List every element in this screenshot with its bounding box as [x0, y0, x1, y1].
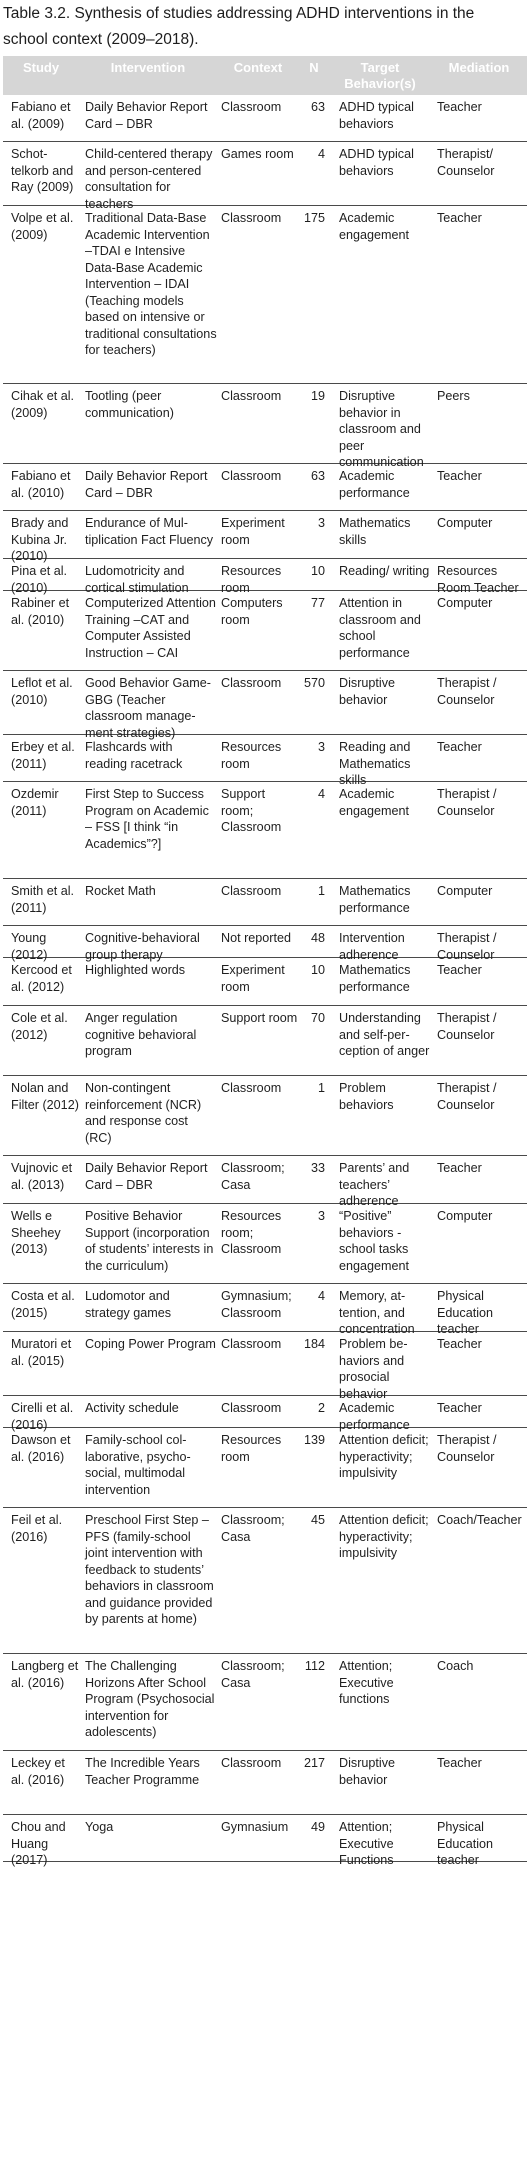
cell-context: Resources room; Classroom	[221, 1209, 282, 1256]
table-row	[3, 1156, 527, 1208]
cell-intervention: Computerized Attention Training –CAT and Computer Assisted Instruction – CAI	[85, 596, 216, 660]
cell-context: Computers room	[221, 596, 283, 627]
table-row	[3, 926, 527, 962]
cell-context: Resources room	[221, 564, 282, 595]
cell-context: Support room; Classroom	[221, 787, 282, 834]
cell-mediation: Teacher	[437, 211, 482, 225]
header-target-behaviors: Target Behavior(s)	[344, 60, 416, 91]
cell-intervention: The Challenging Horizons After School Program (Psychosocial intervention for adolescents)	[85, 1659, 215, 1739]
table-row	[3, 1006, 527, 1076]
cell-n: 139	[303, 1433, 325, 1447]
cell-context: Resources room	[221, 740, 282, 771]
cell-n: 3	[317, 1209, 325, 1223]
cell-mediation: Teacher	[437, 1401, 482, 1415]
cell-study: Wells e Sheehey (2013)	[11, 1209, 61, 1256]
cell-study: Erbey et al. (2011)	[11, 740, 75, 771]
table-row	[3, 95, 527, 142]
cell-n: 217	[303, 1756, 325, 1770]
cell-study: Costa et al. (2015)	[11, 1289, 75, 1320]
cell-study: Ozdemir (2011)	[11, 787, 59, 818]
cell-context: Classroom	[221, 389, 282, 403]
cell-intervention: Positive Behavior Support (incorporation of students’ interests in the curriculum)	[85, 1209, 214, 1273]
cell-context: Resources room	[221, 1433, 282, 1464]
cell-intervention: Endurance of Multiplication Fact Fluency	[85, 516, 214, 547]
cell-study: Fabiano et al. (2010)	[11, 469, 71, 500]
cell-target-behaviors: Academic performance	[339, 469, 410, 500]
cell-context: Support room	[221, 1011, 298, 1025]
table-row	[3, 384, 527, 469]
cell-context: Experiment room	[221, 963, 285, 994]
cell-target-behaviors: Understanding and self-perception of anger	[339, 1011, 430, 1058]
cell-target-behaviors: Disruptive behavior in classroom and peer communication	[339, 389, 424, 469]
cell-context: Experiment room	[221, 516, 285, 547]
cell-context: Classroom	[221, 1337, 282, 1351]
cell-n: 77	[310, 596, 325, 610]
cell-n: 2	[317, 1401, 325, 1415]
cell-intervention: Tootling (peer communication)	[85, 389, 174, 420]
cell-mediation: Computer	[437, 596, 493, 610]
cell-study: Young (2012)	[11, 931, 48, 962]
cell-n: 48	[310, 931, 325, 945]
cell-intervention: Anger regulation cognitive behavioral program	[85, 1011, 197, 1058]
cell-context: Gymnasium; Classroom	[221, 1289, 292, 1320]
table-row	[3, 1076, 527, 1156]
cell-mediation: Teacher	[437, 100, 482, 114]
studies-table	[3, 56, 527, 1867]
cell-target-behaviors: Academic performance	[339, 1401, 410, 1432]
cell-mediation: Resources Room Teacher	[437, 564, 519, 595]
cell-context: Classroom	[221, 1081, 282, 1095]
cell-target-behaviors: Academic engagement	[339, 211, 410, 242]
cell-study: Cole et al. (2012)	[11, 1011, 68, 1042]
cell-target-behaviors: Problem behaviors	[339, 1081, 394, 1112]
cell-study: Smith et al. (2011)	[11, 884, 74, 915]
cell-mediation: Teacher	[437, 963, 482, 977]
table-row	[3, 1396, 527, 1432]
cell-context: Classroom; Casa	[221, 1161, 285, 1192]
cell-mediation: Physical Education teacher	[437, 1289, 494, 1336]
cell-target-behaviors: Attention; Executive functions	[339, 1659, 394, 1706]
table-row	[3, 559, 527, 595]
cell-study: Vujnovic et al. (2013)	[11, 1161, 73, 1192]
table-caption: Table 3.2. Synthesis of studies addressing ADHD interventions in the school context (2009–2018).	[3, 5, 475, 48]
header-intervention: Intervention	[110, 60, 186, 75]
cell-mediation: Teacher	[437, 469, 482, 483]
cell-mediation: Therapist / Counselor	[437, 1433, 497, 1464]
cell-n: 570	[303, 676, 325, 690]
cell-mediation: Physical Education teacher	[437, 1820, 494, 1867]
cell-study: Cihak et al. (2009)	[11, 389, 74, 420]
cell-n: 10	[310, 564, 325, 578]
cell-context: Classroom; Casa	[221, 1513, 285, 1544]
header-mediation: Mediation	[448, 60, 510, 75]
table-row	[3, 1751, 527, 1815]
cell-mediation: Computer	[437, 516, 493, 530]
cell-target-behaviors: Attention; Executive Functions	[339, 1820, 394, 1867]
table-row	[3, 735, 527, 787]
cell-n: 70	[310, 1011, 325, 1025]
header-n: N	[309, 60, 319, 75]
cell-context: Gymnasium	[221, 1820, 289, 1834]
cell-intervention: Daily Behavior Report Card – DBR	[85, 1161, 208, 1192]
cell-mediation: Teacher	[437, 1337, 482, 1351]
header-context: Context	[233, 60, 283, 75]
cell-target-behaviors: Memory, attention, and concentration	[339, 1289, 415, 1336]
cell-target-behaviors: Reading and Mathematics skills	[339, 740, 411, 787]
cell-context: Classroom	[221, 1756, 282, 1770]
cell-n: 1	[317, 1081, 325, 1095]
cell-intervention: Family-school collaborative, psychosocial, multimodal intervention	[85, 1433, 191, 1497]
cell-n: 45	[310, 1513, 325, 1527]
cell-mediation: Therapist / Counselor	[437, 787, 497, 818]
table-row	[3, 1815, 527, 1867]
table-row	[3, 879, 527, 926]
table-row	[3, 782, 527, 879]
cell-study: Brady and Kubina Jr. (2010)	[11, 516, 69, 563]
cell-mediation: Teacher	[437, 1756, 482, 1770]
cell-study: Fabiano et al. (2009)	[11, 100, 71, 131]
cell-study: Chou and Huang (2017)	[11, 1820, 66, 1867]
cell-n: 19	[310, 389, 325, 403]
cell-study: Schottelkorb and Ray (2009)	[11, 147, 74, 194]
cell-target-behaviors: Attention deficit; hyperactivity; impulsivity	[339, 1433, 429, 1480]
cell-mediation: Therapist/ Counselor	[437, 147, 495, 178]
table-row	[3, 591, 527, 671]
cell-target-behaviors: “Positive” behaviors - school tasks engagement	[339, 1209, 410, 1273]
cell-study: Pina et al. (2010)	[11, 564, 68, 595]
header-study: Study	[22, 60, 60, 75]
cell-context: Not reported	[221, 931, 292, 945]
cell-context: Classroom; Casa	[221, 1659, 285, 1690]
table-row	[3, 1332, 527, 1401]
cell-target-behaviors: Attention in classroom and school performance	[339, 596, 421, 660]
cell-study: Nolan and Filter (2012)	[11, 1081, 79, 1112]
cell-target-behaviors: Reading/ writing	[339, 564, 430, 578]
cell-study: Rabiner et al. (2010)	[11, 596, 70, 627]
cell-mediation: Teacher	[437, 740, 482, 754]
cell-study: Kercood et al. (2012)	[11, 963, 72, 994]
cell-context: Classroom	[221, 676, 282, 690]
cell-context: Classroom	[221, 100, 282, 114]
table-header	[3, 56, 527, 95]
table-row	[3, 958, 527, 1006]
cell-intervention: Traditional Data-Base Academic Intervention –TDAI e Intensive Data-Base Academic Intervention – IDAI (Teaching models based on intensive or traditional consultations for teachers)	[85, 211, 217, 357]
cell-study: Feil et al. (2016)	[11, 1513, 63, 1544]
cell-intervention: Non-contingent reinforcement (NCR) and response cost (RC)	[85, 1081, 202, 1145]
cell-intervention: Coping Power Program	[85, 1337, 216, 1351]
cell-context: Classroom	[221, 211, 282, 225]
cell-study: Volpe et al. (2009)	[11, 211, 74, 242]
cell-intervention: The Incredible Years Teacher Programme	[85, 1756, 200, 1787]
cell-intervention: Cognitive-behavioral group therapy	[85, 931, 200, 962]
cell-n: 3	[317, 740, 325, 754]
table-body	[3, 95, 527, 1867]
cell-intervention: First Step to Success Program on Academic – FSS [I think “in Academics”?]	[85, 787, 209, 851]
cell-intervention: Flashcards with reading racetrack	[85, 740, 183, 771]
cell-intervention: Daily Behavior Report Card – DBR	[85, 100, 208, 131]
cell-target-behaviors: Mathematics performance	[339, 884, 411, 915]
table-row	[3, 1204, 527, 1284]
cell-target-behaviors: Problem behaviors and prosocial behavior	[339, 1337, 408, 1401]
cell-mediation: Teacher	[437, 1161, 482, 1175]
cell-mediation: Therapist / Counselor	[437, 931, 497, 962]
cell-target-behaviors: ADHD typical behaviors	[339, 100, 414, 131]
cell-n: 49	[310, 1820, 325, 1834]
cell-n: 63	[310, 469, 325, 483]
cell-intervention: Yoga	[85, 1820, 114, 1834]
cell-n: 4	[317, 1289, 325, 1303]
cell-intervention: Daily Behavior Report Card – DBR	[85, 469, 208, 500]
cell-mediation: Peers	[437, 389, 470, 403]
cell-intervention: Highlighted words	[85, 963, 186, 977]
cell-mediation: Therapist / Counselor	[437, 676, 497, 707]
cell-study: Muratori et al. (2015)	[11, 1337, 72, 1368]
cell-mediation: Coach/Teacher	[437, 1513, 522, 1527]
cell-target-behaviors: ADHD typical behaviors	[339, 147, 414, 178]
table-row	[3, 1284, 527, 1336]
cell-study: Leflot et al. (2010)	[11, 676, 73, 707]
cell-target-behaviors: Intervention adherence	[339, 931, 405, 962]
cell-n: 4	[317, 147, 325, 161]
cell-study: Dawson et al. (2016)	[11, 1433, 71, 1464]
cell-target-behaviors: Parents’ and teachers’ adherence	[339, 1161, 410, 1208]
cell-study: Langberg et al. (2016)	[11, 1659, 79, 1690]
cell-n: 63	[310, 100, 325, 114]
table-row	[3, 206, 527, 384]
cell-context: Games room	[221, 147, 294, 161]
cell-target-behaviors: Mathematics skills	[339, 516, 411, 547]
cell-target-behaviors: Attention deficit; hyperactivity; impulsivity	[339, 1513, 429, 1560]
cell-target-behaviors: Mathematics performance	[339, 963, 411, 994]
cell-n: 184	[303, 1337, 325, 1351]
cell-mediation: Therapist / Counselor	[437, 1081, 497, 1112]
cell-n: 112	[304, 1659, 325, 1673]
cell-n: 175	[303, 211, 325, 225]
table-row	[3, 464, 527, 511]
cell-study: Cirelli et al. (2016)	[11, 1401, 74, 1432]
cell-target-behaviors: Disruptive behavior	[339, 676, 395, 707]
cell-context: Classroom	[221, 884, 282, 898]
cell-n: 10	[310, 963, 325, 977]
cell-target-behaviors: Academic engagement	[339, 787, 410, 818]
cell-mediation: Computer	[437, 1209, 493, 1223]
cell-context: Classroom	[221, 469, 282, 483]
table-row	[3, 671, 527, 740]
cell-study: Leckey et al. (2016)	[11, 1756, 65, 1787]
cell-target-behaviors: Disruptive behavior	[339, 1756, 395, 1787]
cell-n: 4	[317, 787, 325, 801]
cell-intervention: Ludomotor and strategy games	[85, 1289, 172, 1320]
table-row	[3, 1428, 527, 1508]
cell-n: 3	[317, 516, 325, 530]
cell-intervention: Activity schedule	[85, 1401, 179, 1415]
cell-intervention: Preschool First Step – PFS (family-school joint intervention with feedback to students’ behaviors in classroom and guidance provided by parents at home)	[85, 1513, 214, 1626]
cell-mediation: Computer	[437, 884, 493, 898]
cell-context: Classroom	[221, 1401, 282, 1415]
table-row	[3, 1654, 527, 1751]
cell-intervention: Good Behavior Game-GBG (Teacher classroom management strategies)	[85, 676, 211, 740]
table-row	[3, 142, 527, 211]
cell-intervention: Ludomotricity and cortical stimulation	[85, 564, 189, 595]
cell-intervention: Child-centered therapy and person-centered consultation for teachers	[85, 147, 213, 211]
cell-mediation: Therapist / Counselor	[437, 1011, 497, 1042]
cell-intervention: Rocket Math	[85, 884, 156, 898]
cell-mediation: Coach	[437, 1659, 474, 1673]
cell-n: 33	[310, 1161, 325, 1175]
cell-n: 1	[317, 884, 325, 898]
table-row	[3, 511, 527, 563]
table-row	[3, 1508, 527, 1654]
